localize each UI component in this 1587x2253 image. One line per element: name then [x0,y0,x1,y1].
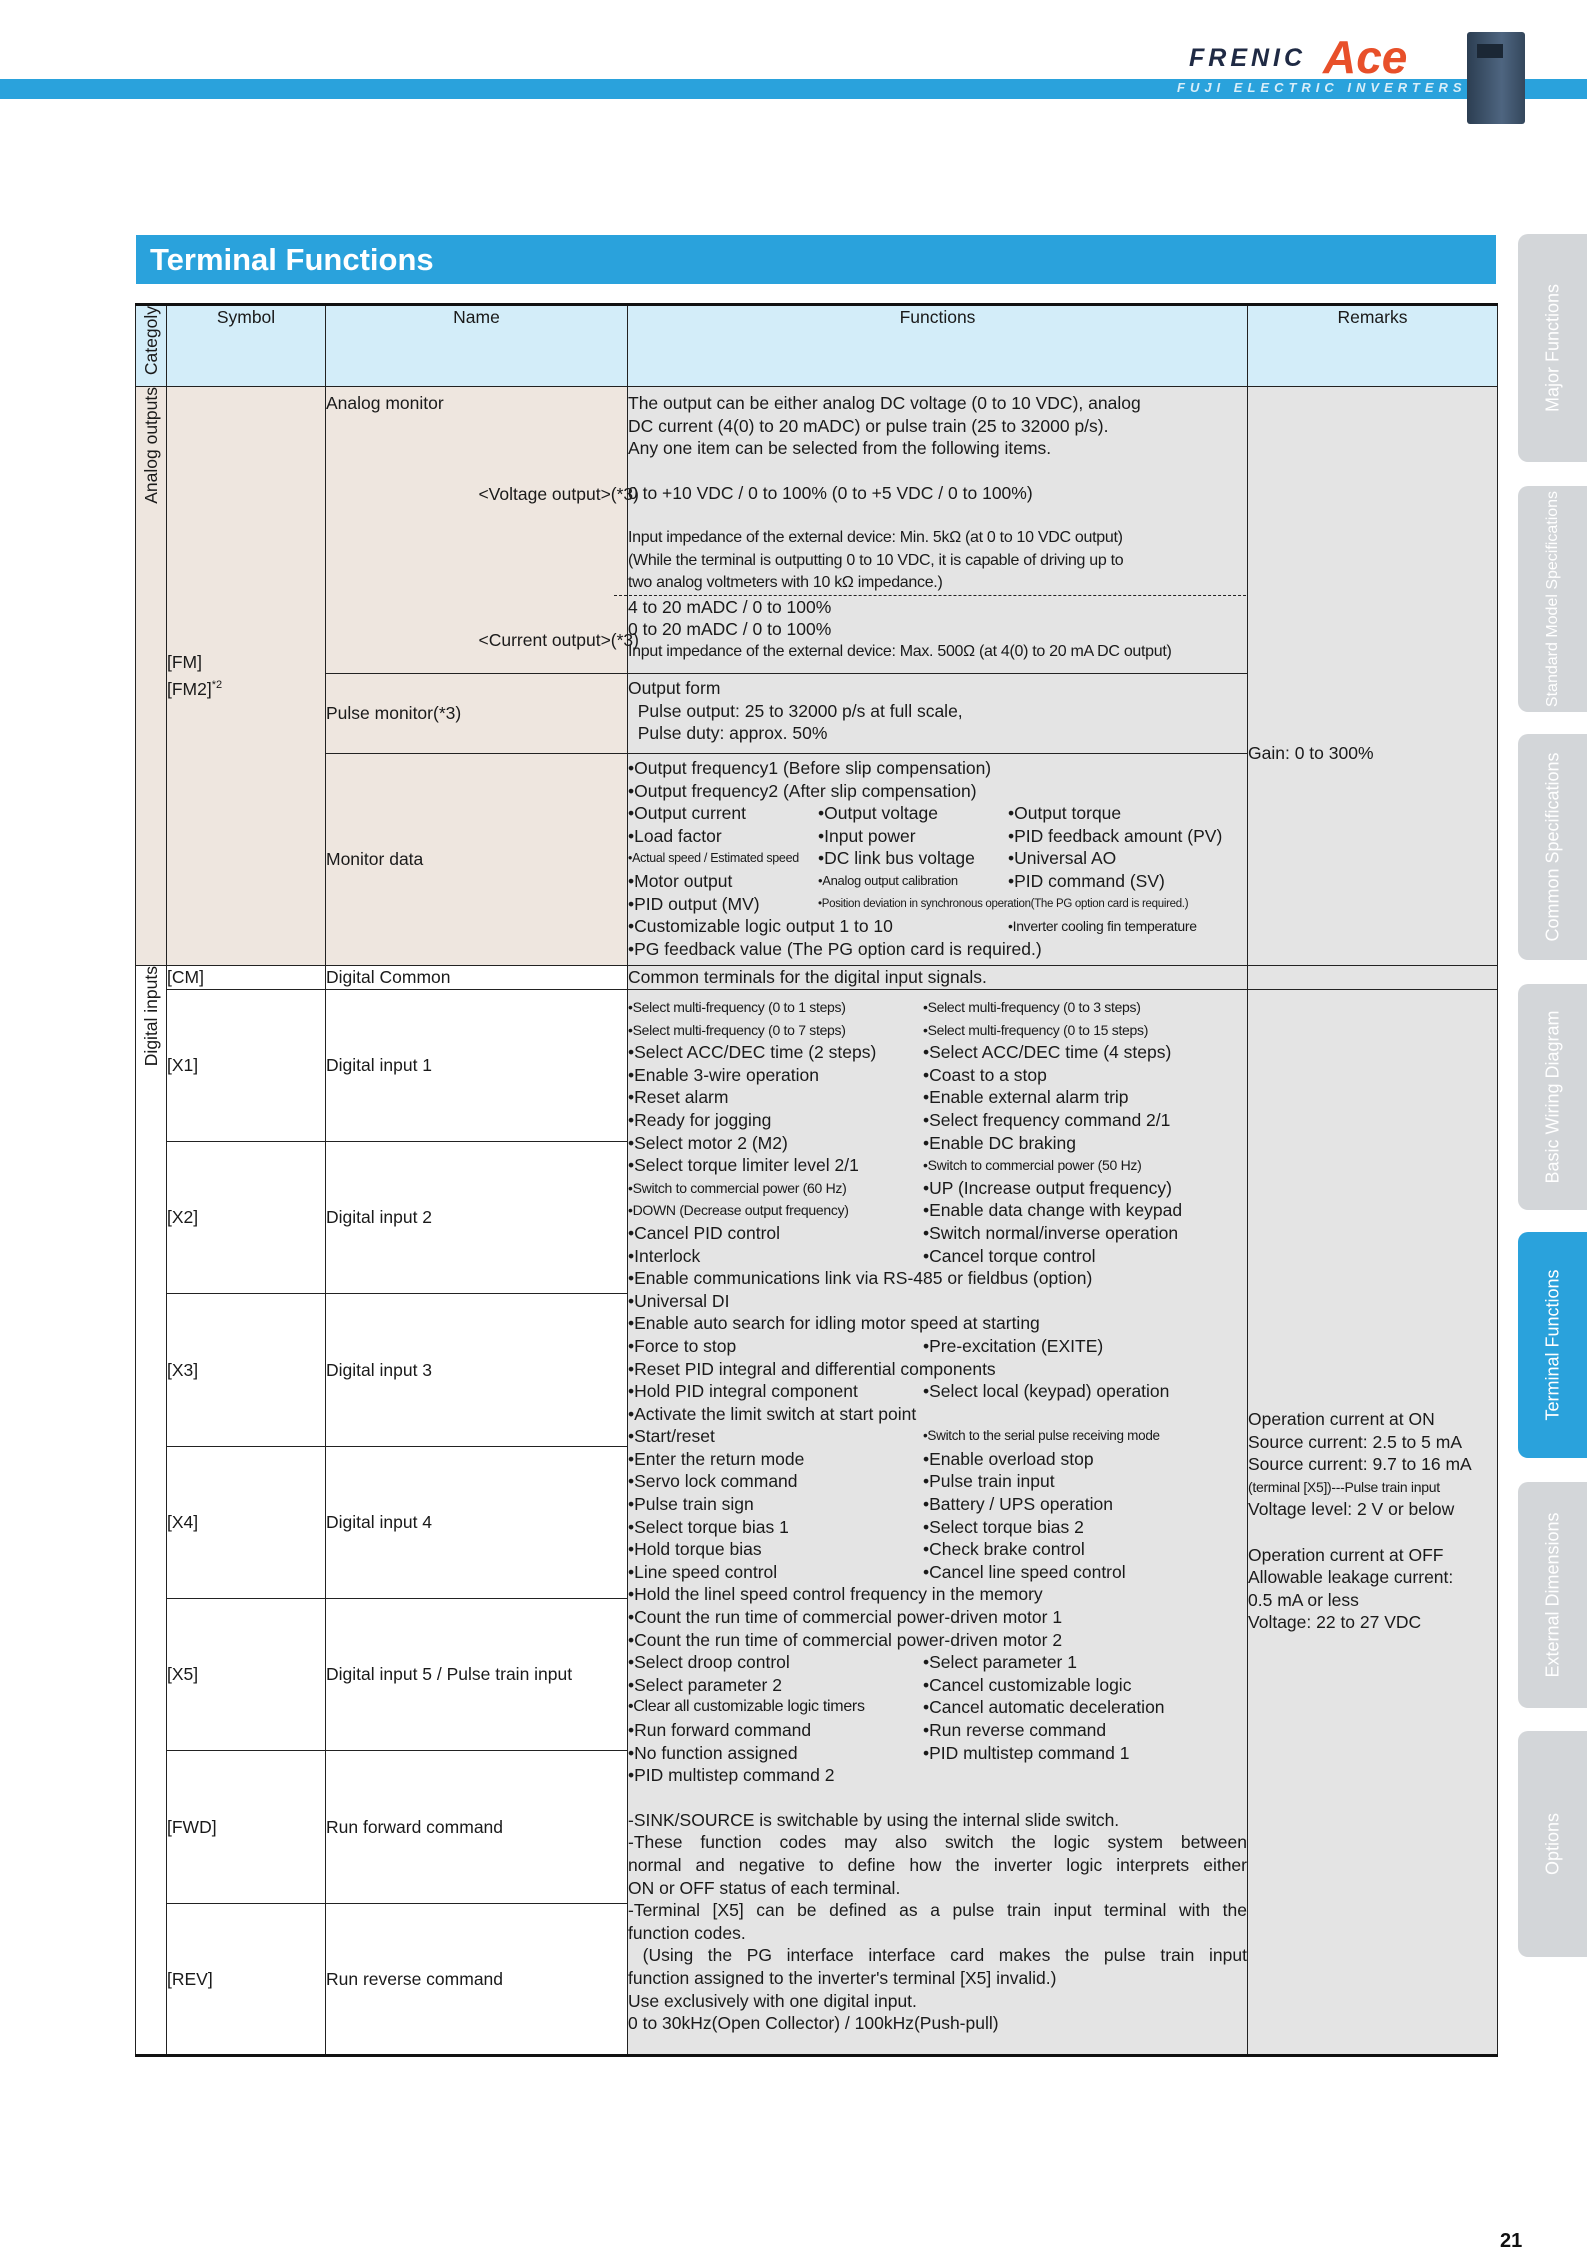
table-row [136,387,1498,674]
page-number: 21 [1500,2230,1523,2252]
remarks-analog-outputs: Gain: 0 to 300% [1248,387,1498,966]
symbol-x2: [X2] [167,1142,326,1294]
header-functions: Functions [628,305,1248,387]
terminal-functions-table [135,303,1498,2057]
functions-pulse-monitor: Output form Pulse output: 25 to 32000 p/s at full scale, Pulse duty: approx. 50% [628,674,1248,754]
name-analog-monitor: Analog monitor <Voltage output>(*3) <Current output>(*3) [326,387,628,674]
category-analog-outputs: Analog outputs [136,387,167,966]
functions-digital-inputs: •Select multi-frequency (0 to 1 steps) •Select multi-frequency (0 to 3 steps) •Select multi-frequency (0 to 7 steps) •Select multi-frequency (0 to 15 steps) •Select ACC/DEC time (2 steps) •Select ACC/DEC time (4 steps) •Enable 3-wire operation •Coast to a stop •Reset alarm •Enable external alarm trip •Ready for jogging •Select frequency command 2/1 •Select motor 2 (M2) •Enable DC braking •Select torque limiter level 2/1 •Switch to commercial power (50 Hz) •Switch to commercial power (60 Hz) •UP (Increase output frequency) •DOWN (Decrease output frequency) •Enable data change with keypad •Cancel PID control •Switch normal/inverse operation •Interlock •Cancel torque control •Enable communications link via RS-485 or fieldbus (option) •Universal DI •Enable auto search for idling motor speed at starting •Force to stop •Pre-excitation (EXITE) •Reset PID integral and differential components •Hold PID integral component •Select local (keypad) operation •Activate the limit switch at start point •Start/reset •Switch to the serial pulse receiving mode •Enter the return mode •Enable overload stop •Servo lock command •Pulse train input •Pulse train sign •Battery / UPS operation •Select torque bias 1 •Select torque bias 2 •Hold torque bias •Check brake control •Line speed control •Cancel line speed control •Hold the linel speed control frequency in the memory •Count the run time of commercial power-driven motor 1 •Count the run time of commercial power-driven motor 2 •Select droop control •Select parameter 1 •Select parameter 2 •Cancel customizable logic •Clear all customizable logic timers •Cancel automatic deceleration •Run forward command •Run reverse command •No function assigned •PID multistep command 1 •PID multistep command 2 -SINK/SOURCE is switchable by using the internal slide switch. -These function codes may also switch the logic system between normal and negative to define how the inverter logic interprets either ON or OFF status of each terminal. -Terminal [X5] can be defined as a pulse train input terminal with the function codes. (Using the PG interface interface card makes the pulse train input function assigned to the inverter's terminal [X5] invalid.) Use exclusively with one digital input. 0 to 30kHz(Open Collector) / 100kHz(Push-pull) [628,990,1248,2056]
page-title: Terminal Functions [150,242,434,277]
name-run-forward: Run forward command [326,1751,628,1904]
header-name: Name [326,305,628,387]
tab-options[interactable] [1518,1731,1587,1957]
tab-label: Options [1542,1812,1562,1876]
name-digital-common: Digital Common [326,966,628,990]
header-symbol: Symbol [167,305,326,387]
symbol-x5: [X5] [167,1599,326,1751]
brand-logo [1177,31,1467,98]
brand-subtitle: FUJI ELECTRIC INVERTERS [1177,80,1467,95]
tab-common-specifications[interactable] [1518,734,1587,960]
name-digital-input-1: Digital input 1 [326,990,628,1142]
name-monitor-data: Monitor data [326,754,628,966]
symbol-fm: [FM] $[FM2]^{*2}$ [167,387,326,966]
table-row [136,990,1498,1142]
symbol-x1: [X1] [167,990,326,1142]
section-title-bar [136,235,1496,284]
tab-label: Standard Model Specifications [1543,490,1561,708]
functions-digital-common: Common terminals for the digital input signals. [628,966,1248,990]
tab-external-dimensions[interactable] [1518,1482,1587,1708]
functions-monitor-data: •Output frequency1 (Before slip compensation) •Output frequency2 (After slip compensation) •Output current •Output voltage •Output torque •Load factor •Input power •PID feedback amount (PV) •Actual speed / Estimated speed •DC link bus voltage •Universal AO •Motor output •Analog output calibration •PID command (SV) •PID output (MV) •Position deviation in synchronous operation(The PG option card is required.) •Customizable logic output 1 to 10 •Inverter cooling fin temperature •PG feedback value (The PG option card is required.) [628,754,1248,966]
inverter-product-image [1467,32,1525,124]
tab-major-functions[interactable] [1518,234,1587,462]
brand-name: FRENIC [1189,44,1307,72]
header-category: Categoly [136,305,167,387]
tab-basic-wiring-diagram[interactable] [1518,984,1587,1210]
table-row [136,966,1498,990]
tab-label: Terminal Functions [1542,1269,1562,1421]
tab-label: Common Specifications [1542,752,1562,942]
symbol-x4: [X4] [167,1447,326,1599]
symbol-x3: [X3] [167,1294,326,1447]
name-digital-input-4: Digital input 4 [326,1447,628,1599]
remarks-digital-inputs: Operation current at ON Source current: 2.5 to 5 mA Source current: 9.7 to 16 mA (terminal [X5])---Pulse train input Voltage level: 2 V or below Operation current at OFF Allowable leakage current: 0.5 mA or less Voltage: 22 to 27 VDC [1248,990,1498,2056]
name-digital-input-2: Digital input 2 [326,1142,628,1294]
name-digital-input-5: Digital input 5 / Pulse train input [326,1599,628,1751]
remarks-digital-common [1248,966,1498,990]
name-pulse-monitor: Pulse monitor(*3) [326,674,628,754]
tab-standard-model-specifications[interactable] [1518,486,1587,712]
category-digital-inputs: Digital inputs [136,966,167,2056]
header-remarks: Remarks [1248,305,1498,387]
name-digital-input-3: Digital input 3 [326,1294,628,1447]
name-run-reverse: Run reverse command [326,1904,628,2056]
symbol-cm: [CM] [167,966,326,990]
symbol-rev: [REV] [167,1904,326,2056]
brand-ace: Ace [1323,31,1408,83]
tab-label: Major Functions [1542,283,1562,413]
symbol-fwd: [FWD] [167,1751,326,1904]
tab-label: Basic Wiring Diagram [1542,1010,1562,1184]
tab-terminal-functions[interactable] [1518,1232,1587,1458]
functions-analog-monitor: The output can be either analog DC voltage (0 to 10 VDC), analog DC current (4(0) to 20 mADC) or pulse train (25 to 32000 p/s). Any one item can be selected from the following items. 0 to +10 VDC / 0 to 100% (0 to +5 VDC / 0 to 100%) Input impedance of the external device: Min. 5kΩ (at 0 to 10 VDC output) (While the terminal is outputting 0 to 10 VDC, it is capable of driving up to two analog voltmeters with 10 kΩ impedance.) 4 to 20 mADC / 0 to 100% 0 to 20 mADC / 0 to 100% Input impedance of the external device: Max. 500Ω (at 4(0) to 20 mA DC output) [628,387,1248,674]
tab-label: External Dimensions [1542,1512,1562,1678]
